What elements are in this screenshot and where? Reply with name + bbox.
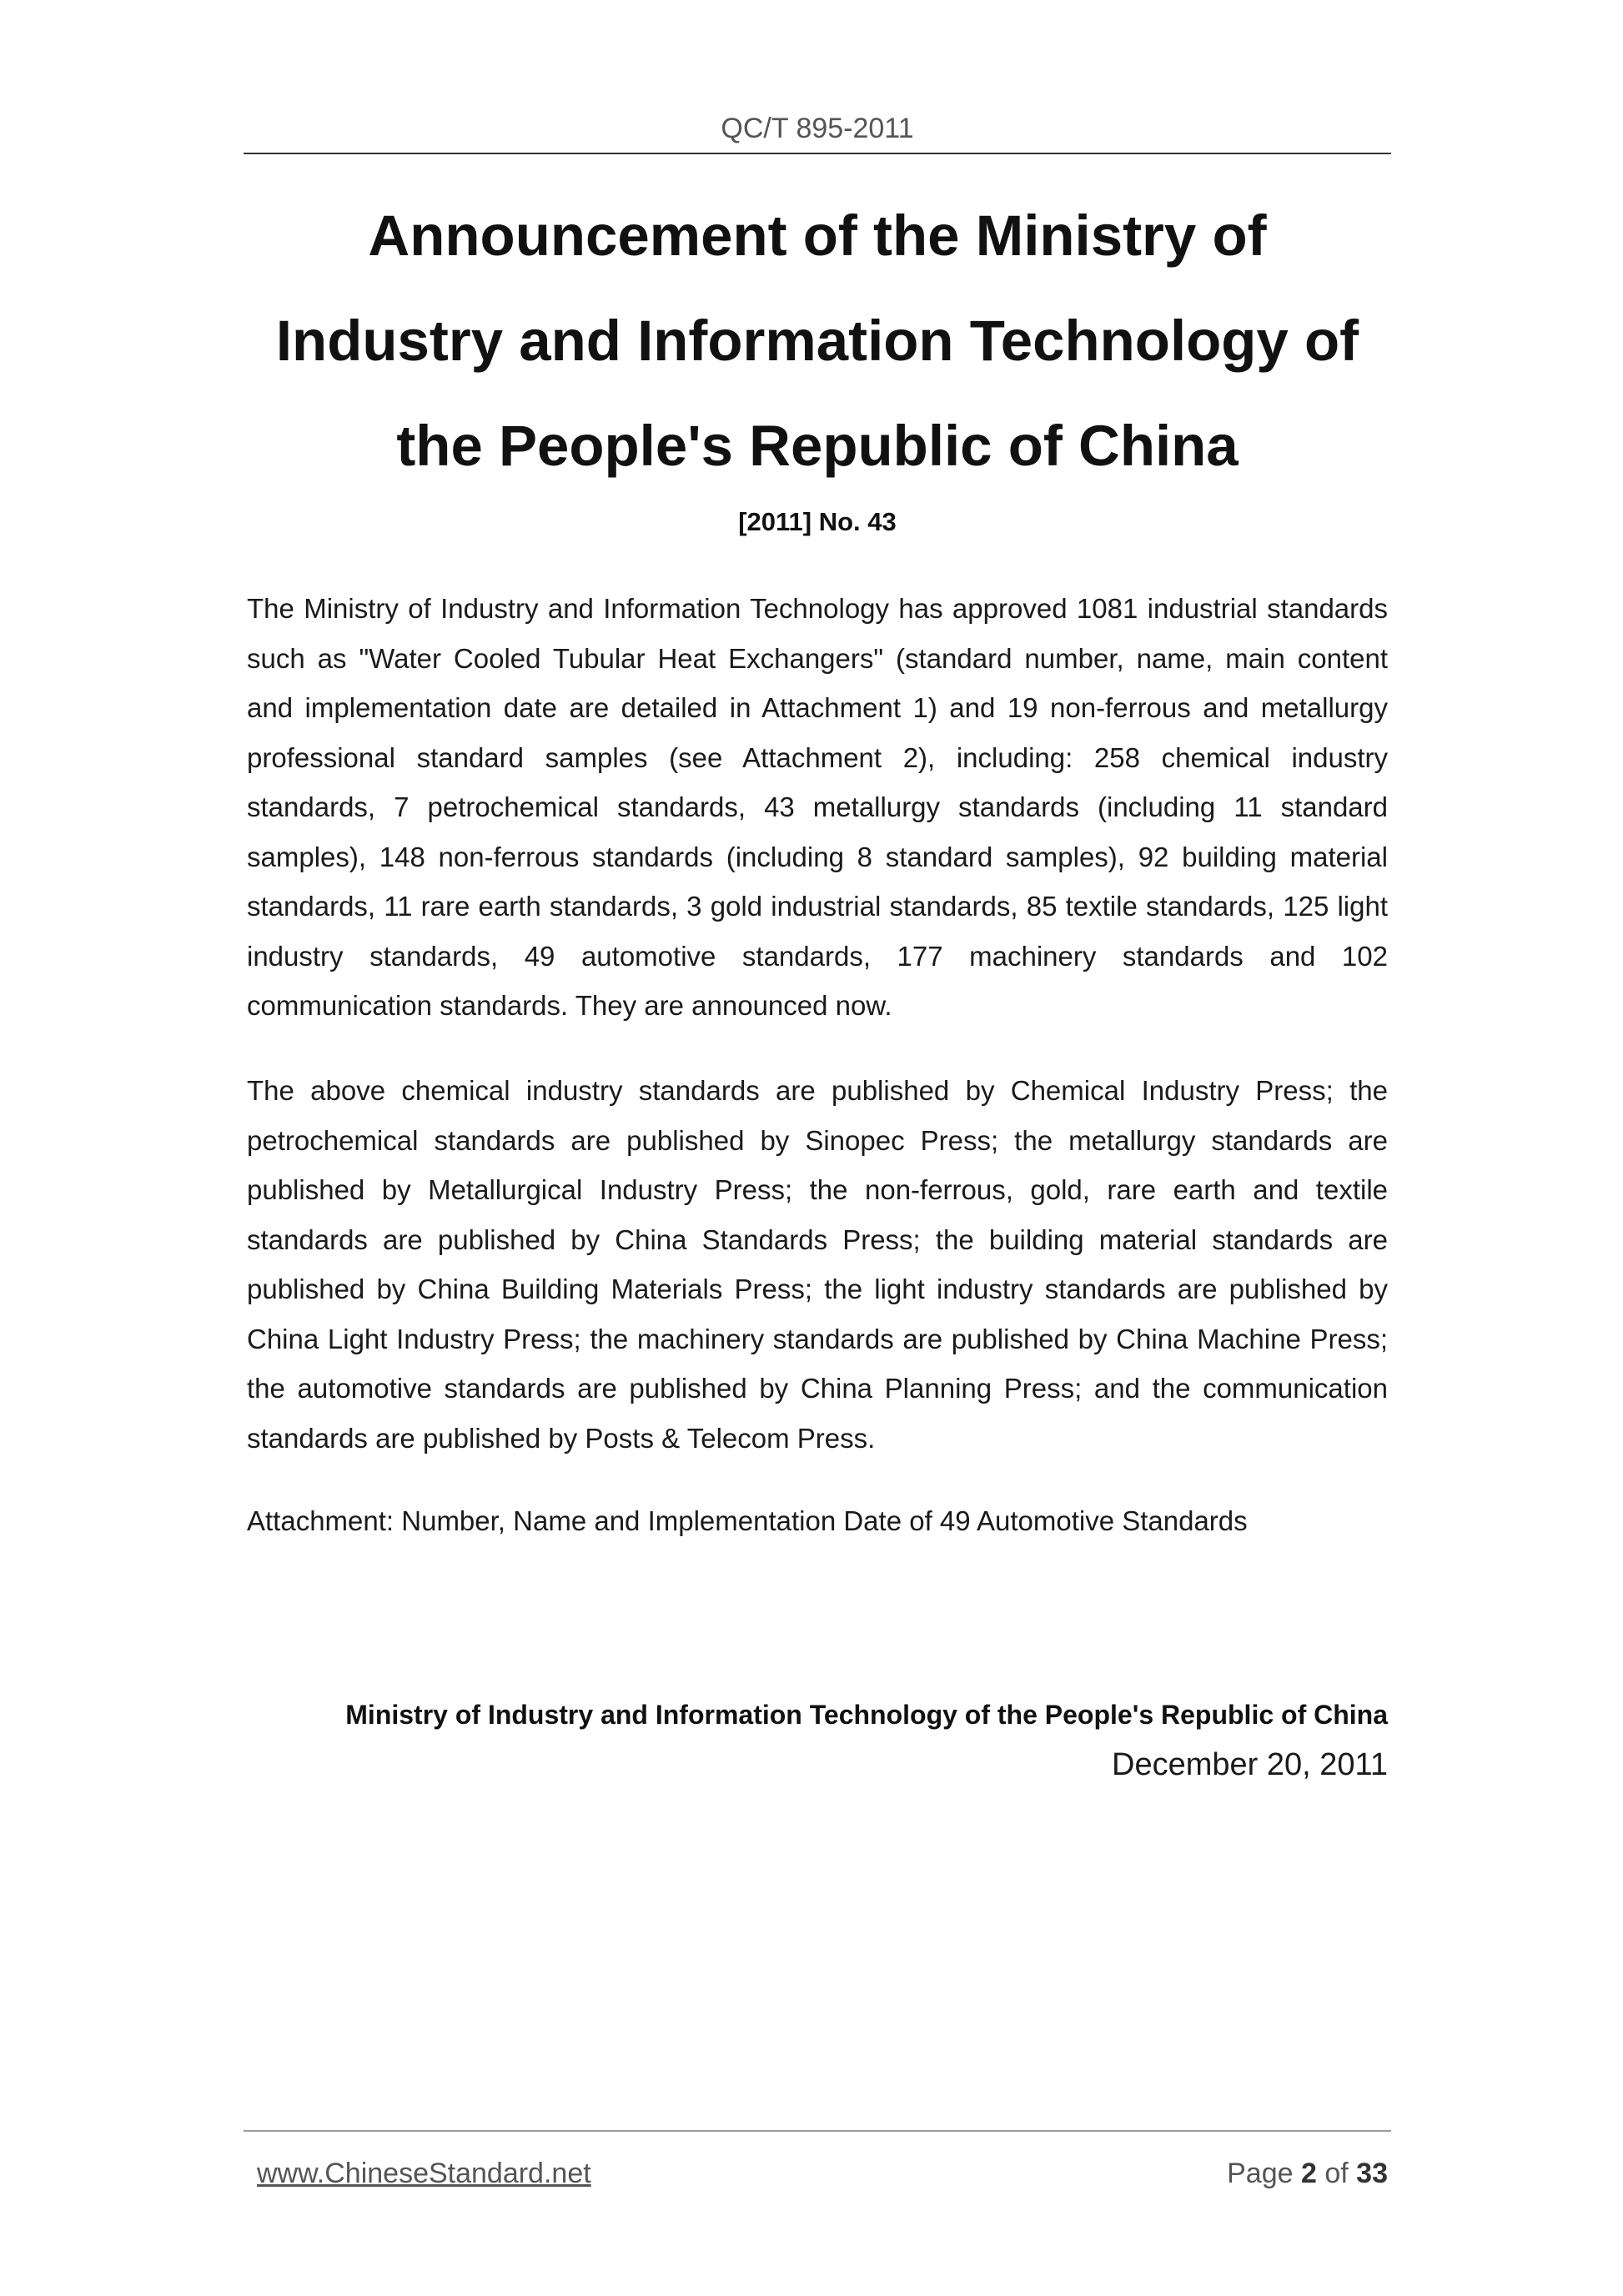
header-divider: [244, 153, 1391, 154]
page-indicator: [1227, 2157, 1388, 2191]
title-line-1: Announcement of the Ministry of: [368, 203, 1267, 268]
document-number: [2011] No. 43: [738, 507, 897, 536]
page-label: Page: [1227, 2158, 1294, 2189]
footer-divider: [244, 2130, 1391, 2132]
signature-date: December 20, 2011: [1112, 1747, 1388, 1782]
page-current: 2: [1300, 2158, 1317, 2189]
title-line-3: the People's Republic of China: [396, 414, 1239, 478]
page-of-label: of: [1324, 2158, 1349, 2189]
signatory-organization: Ministry of Industry and Information Technology of the People's Republic of China: [345, 1700, 1388, 1730]
announcement-title: [209, 183, 1426, 499]
website-link[interactable]: www.ChineseStandard.net: [257, 2158, 591, 2189]
attachment-line: Attachment: Number, Name and Implementation Date of 49 Automotive Standards: [247, 1505, 1248, 1536]
body-paragraph-publishers: The above chemical industry standards are published by Chemical Industry Press; the petrochemical standards are published by Sinopec Press; the metallurgy standards are published by Metallurgical Industry Press; the non-ferrous, gold, rare earth and textile standards are published by China Standards Press; the building material standards are published by China Building Materials Press; the light industry standards are published by China Light Industry Press; the machinery standards are published by China Machine Press; the automotive standards are published by China Planning Press; and the communication standards are published by Posts & Telecom Press.: [247, 1075, 1388, 1454]
title-line-2: Industry and Information Technology of: [275, 309, 1359, 373]
body-paragraph-approval: The Ministry of Industry and Information Technology has approved 1081 industrial standards such as "Water Cooled Tubular Heat Exchangers" (standard number, name, main content and implementation date are detailed in Attachment 1) and 19 non-ferrous and metallurgy professional standard samples (see Attachment 2), including: 258 chemical industry standards, 7 petrochemical standards, 43 metallurgy standards (including 11 standard samples), 148 non-ferrous standards (including 8 standard samples), 92 building material standards, 11 rare earth standards, 3 gold industrial standards, 85 textile standards, 125 light industry standards, 49 automotive standards, 177 machinery standards and 102 communication standards. They are announced now.: [247, 593, 1388, 1021]
standard-code-header: QC/T 895-2011: [721, 113, 914, 144]
page-total: 33: [1356, 2158, 1388, 2189]
